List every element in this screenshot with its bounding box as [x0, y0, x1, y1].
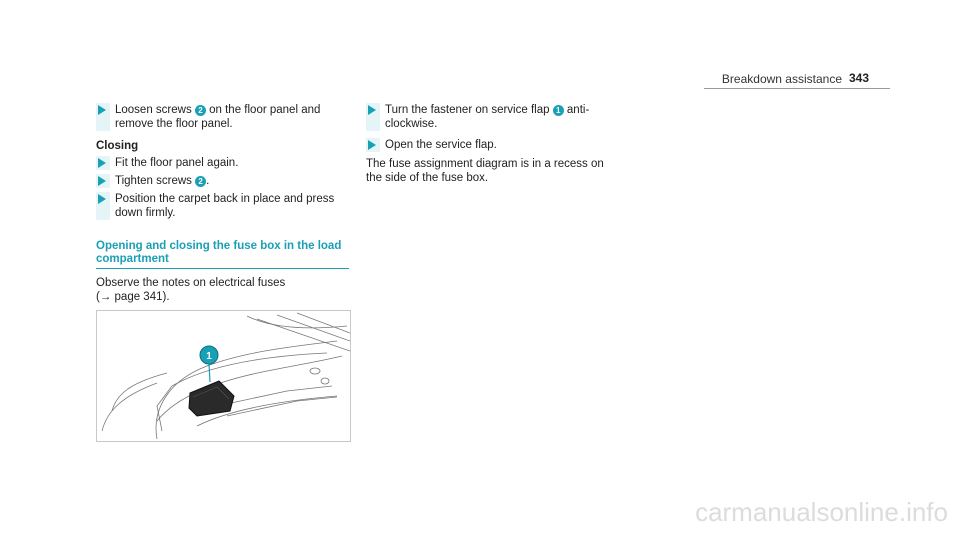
header-divider	[704, 88, 890, 89]
step-arrow-icon	[98, 176, 106, 186]
callout-number: 1	[206, 351, 212, 362]
step-open-service-flap	[366, 138, 626, 152]
step-arrow-icon	[368, 105, 376, 115]
fuse-box-illustration	[96, 310, 351, 442]
load-compartment-drawing	[97, 311, 350, 441]
floor-ridge	[227, 397, 337, 416]
step-position-carpet	[96, 192, 356, 220]
bumper-line	[102, 383, 157, 431]
step-text-part: anti-clockwise.	[385, 104, 590, 130]
callout-2-icon: 2	[195, 105, 206, 116]
bumper-line	[112, 373, 167, 411]
running-header-section: Breakdown assistance	[721, 72, 842, 86]
step-text-part: .	[206, 175, 210, 187]
step-text-part: Tighten screws	[115, 175, 192, 187]
trunk-outline	[156, 341, 337, 439]
lid-hinge-line	[297, 313, 350, 333]
fastener-hole	[310, 368, 320, 374]
step-text	[115, 174, 355, 188]
step-arrow-icon	[98, 105, 106, 115]
step-text-part: Loosen screws	[115, 104, 192, 116]
watermark: carmanualsonline.info	[695, 497, 948, 527]
page-number: 343	[849, 71, 870, 85]
service-flap	[189, 381, 234, 416]
section-divider	[96, 268, 349, 269]
callout-1-icon: 1	[553, 105, 564, 116]
step-text: Open the service flap.	[385, 139, 497, 151]
step-arrow-icon	[98, 158, 106, 168]
step-turn-fastener	[366, 103, 626, 131]
step-text	[115, 103, 355, 131]
note-page-reference[interactable]: (→ page 341).	[96, 291, 170, 303]
section-heading: Opening and closing the fuse box in the load compartment	[96, 240, 342, 265]
step-text: Fit the floor panel again.	[115, 157, 239, 169]
callout-line	[209, 364, 210, 382]
step-fit-floor-panel	[96, 156, 356, 170]
step-loosen-screws	[96, 103, 356, 131]
closing-label: Closing	[96, 140, 139, 152]
callout-2-icon: 2	[195, 176, 206, 187]
trunk-rim	[172, 353, 327, 386]
step-tighten-screws	[96, 174, 356, 188]
note-line-1: Observe the notes on electrical fuses	[96, 277, 286, 289]
step-arrow-icon	[98, 194, 106, 204]
fastener-hole	[321, 378, 329, 384]
fuse-diagram-note: The fuse assignment diagram is in a recess on the side of the fuse box.	[366, 158, 604, 184]
lid-hinge-line	[257, 319, 350, 351]
step-text: Position the carpet back in place and press down firmly.	[115, 193, 335, 219]
step-text-part: Turn the fastener on service flap	[385, 104, 550, 116]
step-text-part: on the floor panel and remove the floor panel.	[115, 104, 321, 130]
step-text	[385, 103, 610, 131]
step-arrow-icon	[368, 140, 376, 150]
